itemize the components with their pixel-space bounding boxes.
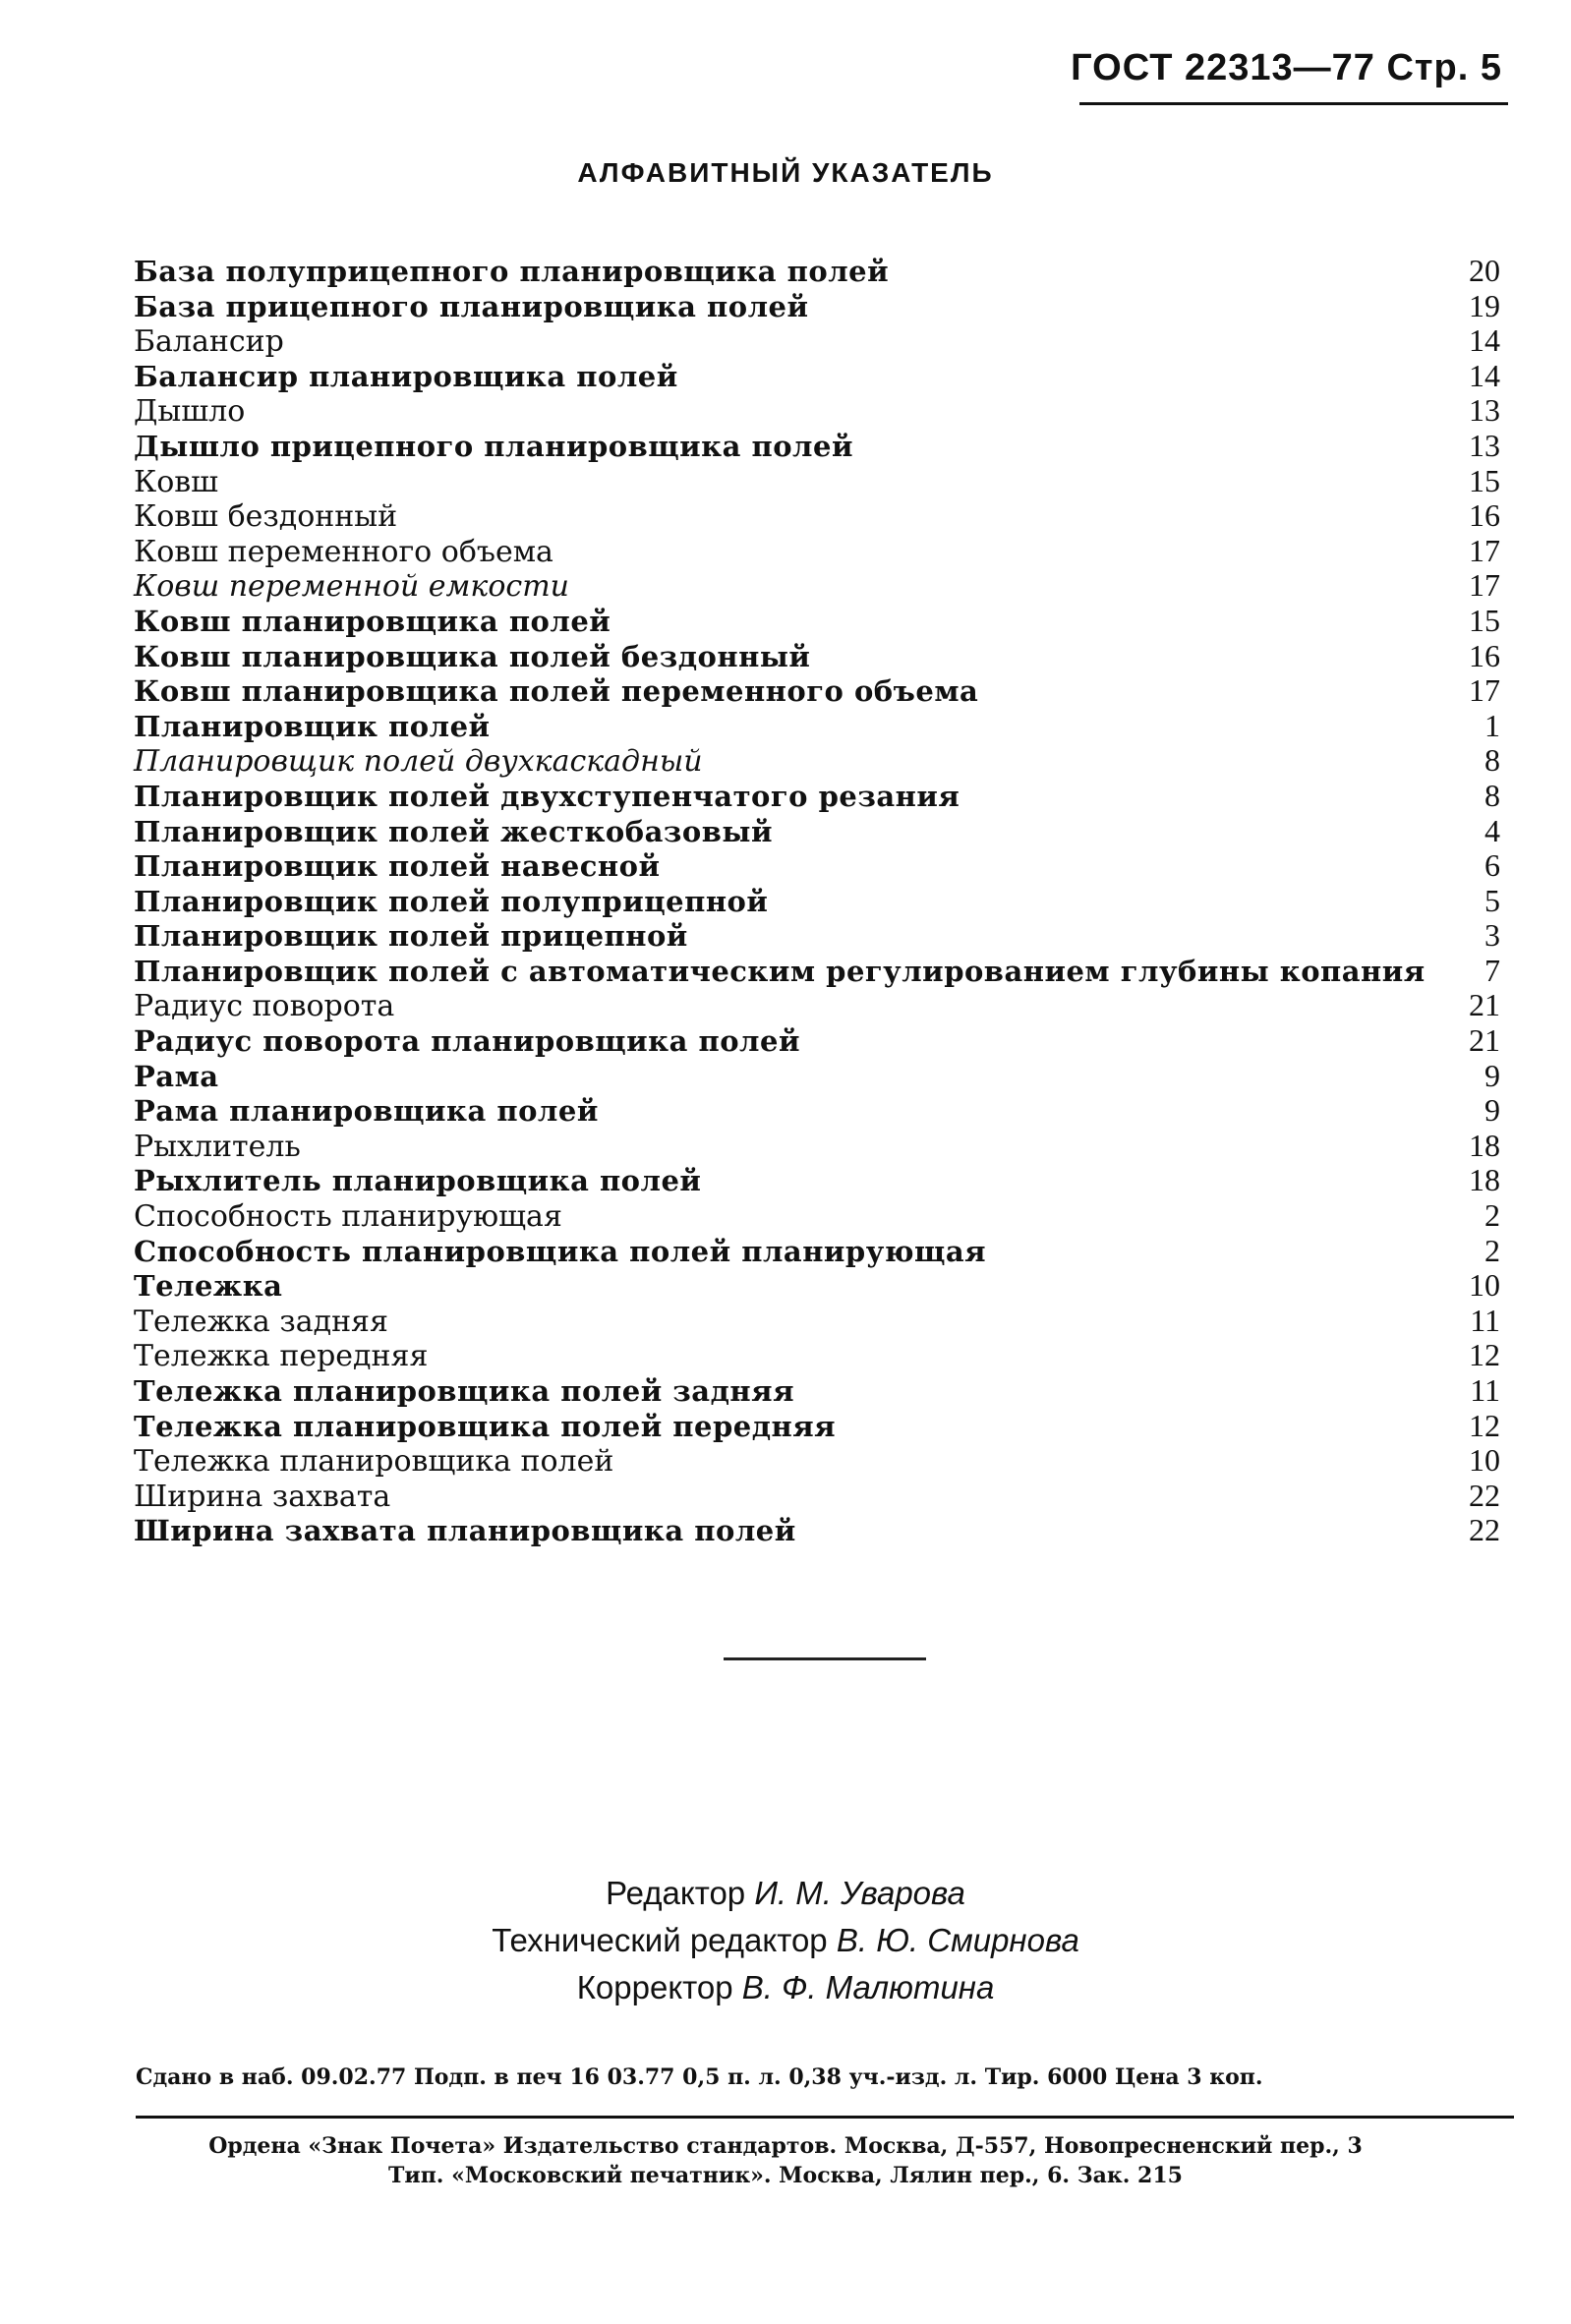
index-term-number: 12 <box>1469 1407 1500 1443</box>
index-entry <box>134 1093 1500 1129</box>
index-term: Рыхлитель планировщика полей <box>134 1164 702 1198</box>
index-entry <box>134 988 1500 1023</box>
tech-editor-line <box>0 1917 1571 1964</box>
index-term-number: 17 <box>1469 567 1500 604</box>
index-term: Ковш планировщика полей бездонный <box>134 639 811 673</box>
index-entry <box>134 814 1500 849</box>
index-entry <box>134 464 1500 499</box>
index-entry <box>134 1304 1500 1339</box>
index-term: Радиус поворота <box>134 989 395 1024</box>
index-term: Тележка передняя <box>134 1339 429 1374</box>
index-term: Планировщик полей <box>134 709 491 743</box>
index-term: Ковш <box>134 464 219 499</box>
index-term-number: 13 <box>1469 392 1500 429</box>
index-term: Планировщик полей двухступенчатого резания <box>134 779 960 813</box>
index-title: АЛФАВИТНЫЙ УКАЗАТЕЛЬ <box>577 157 994 188</box>
index-term-number: 3 <box>1484 917 1500 954</box>
index-entry <box>134 1163 1500 1198</box>
index-term: Планировщик полей с автоматическим регулированием глубины копания <box>134 954 1426 988</box>
publisher-info <box>0 2131 1571 2190</box>
index-term-number: 4 <box>1484 812 1500 848</box>
index-entry <box>134 568 1500 604</box>
editor-name: И. М. Уварова <box>754 1875 965 1911</box>
editor-role: Редактор <box>606 1875 746 1911</box>
index-entry <box>134 1023 1500 1059</box>
index-term-number: 17 <box>1469 532 1500 568</box>
imprint-rule <box>136 2116 1514 2119</box>
index-term-number: 1 <box>1484 707 1500 743</box>
index-term-number: 2 <box>1484 1232 1500 1268</box>
index-entry <box>134 918 1500 954</box>
tech-editor-name: В. Ю. Смирнова <box>836 1922 1079 1958</box>
tech-editor-role: Технический редактор <box>492 1922 828 1958</box>
index-entry <box>134 1373 1500 1409</box>
print-details: Сдано в наб. 09.02.77 Подп. в печ 16 03.77 0,5 п. л. 0,38 уч.-изд. л. Тир. 6000 Цена 3 коп. <box>136 2064 1263 2090</box>
index-term: Радиус поворота планировщика полей <box>134 1024 800 1059</box>
index-term-number: 18 <box>1469 1127 1500 1163</box>
editor-line <box>0 1870 1571 1917</box>
index-term: Планировщик полей прицепной <box>134 919 688 954</box>
index-entry <box>134 498 1500 534</box>
index-term: Дышло <box>134 394 246 430</box>
index-entry <box>134 884 1500 919</box>
index-term: Планировщик полей навесной <box>134 849 661 884</box>
index-term: База полуприцепного планировщика полей <box>134 255 890 288</box>
index-term-number: 6 <box>1484 847 1500 884</box>
index-entry <box>134 1409 1500 1444</box>
index-term-number: 8 <box>1484 742 1500 779</box>
index-term-number: 11 <box>1470 1302 1500 1338</box>
index-term: Тележка планировщика полей задняя <box>134 1374 795 1408</box>
index-term: Рама планировщика полей <box>134 1094 599 1129</box>
index-term-number: 5 <box>1484 882 1500 918</box>
index-term: Ковш переменного объема <box>134 534 553 569</box>
index-term-number: 16 <box>1469 637 1500 673</box>
index-term: База прицепного планировщика полей <box>134 289 809 323</box>
index-term: Ковш планировщика полей переменного объема <box>134 674 979 709</box>
index-term: Планировщик полей жесткобазовый <box>134 814 773 848</box>
index-term: Тележка <box>134 1269 283 1304</box>
index-term: Планировщик полей двухкаскадный <box>134 744 703 780</box>
index-entry <box>134 254 1500 289</box>
index-term: Ковш переменной емкости <box>134 569 569 605</box>
publisher-line: Ордена «Знак Почета» Издательство стандартов. Москва, Д-557, Новопресненский пер., 3 <box>208 2133 1363 2159</box>
index-term-number: 9 <box>1484 1092 1500 1129</box>
index-entry <box>134 1479 1500 1514</box>
header-rule <box>1079 102 1508 105</box>
index-entry <box>134 673 1500 709</box>
page-header: ГОСТ 22313—77 Стр. 5 <box>1071 47 1502 88</box>
index-entry <box>134 289 1500 324</box>
proofreader-name: В. Ф. Малютина <box>741 1969 995 2005</box>
index-term: Ковш планировщика полей <box>134 604 611 638</box>
index-term-number: 21 <box>1469 987 1500 1023</box>
index-entry <box>134 393 1500 429</box>
index-term: Способность планирующая <box>134 1199 562 1235</box>
index-term-number: 8 <box>1484 777 1500 813</box>
index-term-number: 21 <box>1469 1022 1500 1059</box>
index-term: Ширина захвата <box>134 1479 391 1514</box>
index-entry <box>134 1059 1500 1094</box>
index-entry <box>134 1513 1500 1548</box>
index-entry <box>134 429 1500 464</box>
index-entry <box>134 1234 1500 1269</box>
index-term: Дышло прицепного планировщика полей <box>134 429 853 463</box>
index-term: Ширина захвата планировщика полей <box>134 1514 796 1548</box>
index-entry <box>134 1129 1500 1164</box>
index-entry <box>134 1443 1500 1479</box>
index-term-number: 10 <box>1469 1442 1500 1479</box>
index-term-number: 15 <box>1469 462 1500 498</box>
index-term-number: 12 <box>1469 1337 1500 1373</box>
alphabetical-index <box>134 254 1500 1548</box>
index-term: Планировщик полей полуприцепной <box>134 884 769 918</box>
index-term-number: 18 <box>1469 1162 1500 1198</box>
index-term-number: 22 <box>1469 1512 1500 1548</box>
index-entry <box>134 639 1500 674</box>
index-entry <box>134 604 1500 639</box>
section-separator <box>724 1657 926 1660</box>
index-term-number: 7 <box>1484 952 1500 988</box>
index-term-number: 14 <box>1469 357 1500 393</box>
index-term: Способность планировщика полей планирующая <box>134 1234 987 1268</box>
index-term: Рама <box>134 1059 219 1093</box>
index-entry <box>134 1338 1500 1373</box>
index-term-number: 11 <box>1470 1372 1500 1408</box>
index-term-number: 13 <box>1469 427 1500 463</box>
index-entry <box>134 848 1500 884</box>
index-term: Балансир <box>134 324 284 360</box>
index-term-number: 19 <box>1469 287 1500 323</box>
index-term: Ковш бездонный <box>134 499 398 535</box>
index-term: Рыхлитель <box>134 1129 301 1164</box>
index-term: Тележка планировщика полей <box>134 1444 614 1480</box>
index-term-number: 17 <box>1469 672 1500 709</box>
proofreader-role: Корректор <box>576 1969 733 2005</box>
index-entry <box>134 359 1500 394</box>
printer-line: Тип. «Московский печатник». Москва, Лялин пер., 6. Зак. 215 <box>388 2163 1183 2188</box>
index-entry <box>134 954 1500 989</box>
index-term-number: 15 <box>1469 602 1500 638</box>
index-entry <box>134 534 1500 569</box>
index-entry <box>134 779 1500 814</box>
index-entry <box>134 743 1500 779</box>
proofreader-line <box>0 1964 1571 2011</box>
index-term-number: 22 <box>1469 1477 1500 1513</box>
index-term-number: 10 <box>1469 1267 1500 1304</box>
index-entry <box>134 1268 1500 1304</box>
index-entry <box>134 709 1500 744</box>
index-term: Балансир планировщика полей <box>134 359 678 393</box>
index-entry <box>134 1198 1500 1234</box>
index-entry <box>134 323 1500 359</box>
index-term-number: 14 <box>1469 322 1500 359</box>
index-term-number: 2 <box>1484 1197 1500 1234</box>
index-term: Тележка планировщика полей передняя <box>134 1409 837 1443</box>
index-term-number: 20 <box>1469 253 1500 288</box>
index-term-number: 16 <box>1469 497 1500 534</box>
credits-block <box>0 1870 1571 2011</box>
index-term: Тележка задняя <box>134 1304 388 1339</box>
index-term-number: 9 <box>1484 1057 1500 1093</box>
